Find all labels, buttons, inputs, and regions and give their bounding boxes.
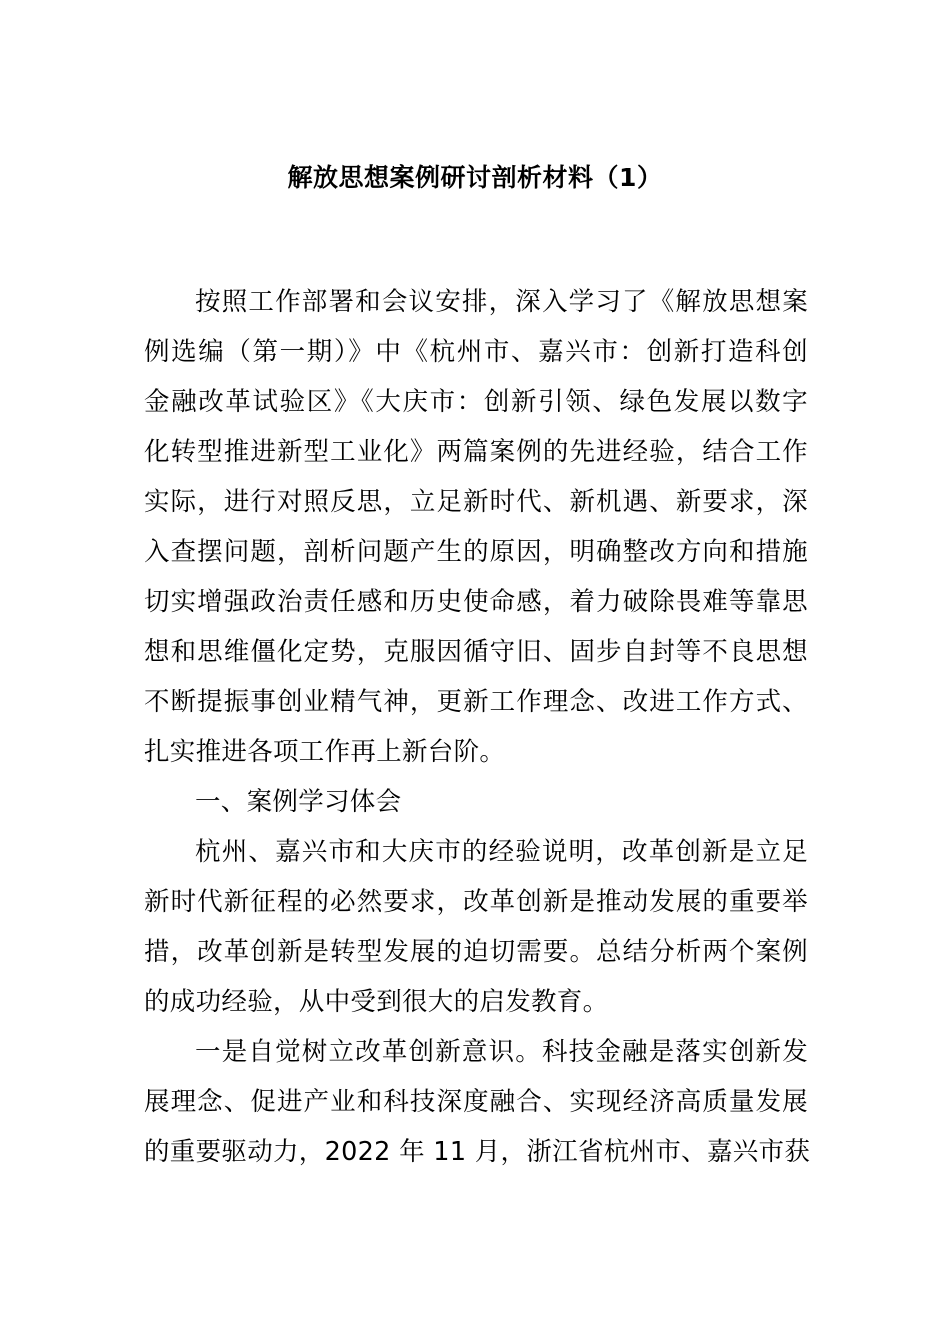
paragraph-line: 想和思维僵化定势，克服因循守旧、固步自封等不良思想 [144,637,808,667]
paragraph-line: 杭州、嘉兴市和大庆市的经验说明，改革创新是立足 [195,837,808,867]
paragraph-line: 的重要驱动力，2022 年 11 月，浙江省杭州市、嘉兴市获 [144,1137,811,1167]
paragraph-line: 化转型推进新型工业化》两篇案例的先进经验，结合工作 [144,437,808,467]
paragraph-line: 入查摆问题，剖析问题产生的原因，明确整改方向和措施 [144,537,808,567]
paragraph-line: 的成功经验，从中受到很大的启发教育。 [144,987,609,1017]
paragraph-line: 实际，进行对照反思，立足新时代、新机遇、新要求，深 [144,487,808,517]
paragraph-line: 金融改革试验区》《大庆市：创新引领、绿色发展以数字 [144,387,808,417]
document-title: 解放思想案例研讨剖析材料（1） [287,163,663,192]
paragraph-line: 展理念、促进产业和科技深度融合、实现经济高质量发展 [144,1087,808,1117]
paragraph-line: 新时代新征程的必然要求，改革创新是推动发展的重要举 [144,887,808,917]
paragraph-line: 不断提振事创业精气神，更新工作理念、改进工作方式、 [144,687,808,717]
paragraph-line: 切实增强政治责任感和历史使命感，着力破除畏难等靠思 [144,587,808,617]
paragraph-line: 扎实推进各项工作再上新台阶。 [144,737,506,767]
section-heading: 一、案例学习体会 [195,787,402,817]
document-body [144,277,811,1177]
paragraph-line: 一是自觉树立改革创新意识。科技金融是落实创新发 [195,1037,808,1067]
paragraph-line: 按照工作部署和会议安排，深入学习了《解放思想案 [195,287,808,317]
paragraph-line: 例选编（第一期）》中《杭州市、嘉兴市：创新打造科创 [144,337,808,367]
paragraph-line: 措，改革创新是转型发展的迫切需要。总结分析两个案例 [144,937,808,967]
